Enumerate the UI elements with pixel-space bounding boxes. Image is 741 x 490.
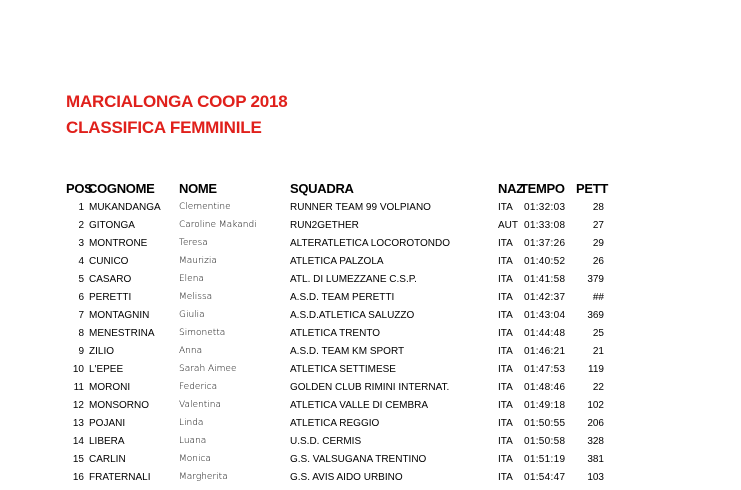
row-nome: Luana (179, 436, 207, 446)
row-squadra: G.S. AVIS AIDO URBINO (290, 472, 403, 483)
table-row (0, 238, 741, 256)
row-naz: ITA (498, 436, 513, 447)
row-pett: 328 (587, 436, 604, 447)
row-squadra: ALTERATLETICA LOCOROTONDO (290, 238, 451, 249)
row-nome: Caroline Makandi (179, 220, 257, 230)
page-subtitle: CLASSIFICA FEMMINILE (66, 118, 262, 137)
row-cognome: GITONGA (89, 220, 135, 231)
row-pos: 3 (78, 238, 84, 249)
table-row (0, 436, 741, 454)
row-squadra: ATLETICA SETTIMESE (290, 364, 396, 375)
row-pett: 381 (587, 454, 604, 465)
row-pett: 26 (592, 256, 604, 267)
row-pos: 13 (72, 418, 84, 429)
row-nome: Teresa (179, 238, 208, 248)
row-tempo: 01:43:04 (524, 310, 566, 321)
row-pos: 5 (78, 274, 84, 285)
row-naz: ITA (498, 382, 513, 393)
row-naz: ITA (498, 418, 513, 429)
table-row (0, 256, 741, 274)
row-tempo: 01:37:26 (524, 238, 566, 249)
row-cognome: MUKANDANGA (89, 202, 161, 213)
row-pos: 7 (78, 310, 84, 321)
row-nome: Giulia (179, 310, 205, 320)
row-squadra: ATLETICA REGGIO (290, 418, 380, 429)
row-nome: Melissa (179, 292, 213, 302)
row-pos: 15 (72, 454, 84, 465)
row-pos: 11 (73, 382, 84, 393)
header-cognome: COGNOME (88, 181, 155, 196)
row-squadra: U.S.D. CERMIS (290, 436, 362, 447)
table-row (0, 418, 741, 436)
table-row (0, 274, 741, 292)
row-squadra: A.S.D. TEAM KM SPORT (290, 346, 405, 357)
row-pos: 8 (78, 328, 84, 339)
row-tempo: 01:50:55 (524, 418, 566, 429)
row-nome: Linda (179, 418, 204, 428)
row-cognome: ZILIO (89, 346, 115, 357)
row-cognome: MONSORNO (89, 400, 149, 411)
row-naz: ITA (498, 364, 513, 375)
row-cognome: CASARO (89, 274, 132, 285)
row-cognome: CARLIN (89, 454, 126, 465)
row-squadra: RUNNER TEAM 99 VOLPIANO (290, 202, 431, 213)
row-naz: ITA (498, 292, 513, 303)
row-tempo: 01:32:03 (524, 202, 566, 213)
row-cognome: L'EPEE (89, 364, 124, 375)
row-nome: Margherita (179, 472, 228, 482)
row-pos: 12 (72, 400, 84, 411)
row-nome: Elena (179, 274, 204, 284)
row-tempo: 01:51:19 (524, 454, 566, 465)
row-nome: Monica (179, 454, 211, 464)
table-row (0, 400, 741, 418)
row-pett: 206 (587, 418, 604, 429)
row-tempo: 01:40:52 (524, 256, 566, 267)
header-pos: POS (66, 181, 93, 196)
row-tempo: 01:33:08 (524, 220, 566, 231)
row-cognome: POJANI (89, 418, 126, 429)
row-naz: AUT (498, 220, 518, 231)
row-cognome: MORONI (89, 382, 131, 393)
table-row (0, 382, 741, 400)
row-pos: 2 (78, 220, 84, 231)
header-pett: PETT (576, 181, 609, 196)
table-row (0, 364, 741, 382)
row-pett: 103 (587, 472, 604, 483)
row-pos: 4 (78, 256, 84, 267)
row-squadra: ATLETICA TRENTO (290, 328, 381, 339)
row-squadra: G.S. VALSUGANA TRENTINO (290, 454, 427, 465)
header-nome: NOME (179, 181, 217, 196)
row-naz: ITA (498, 472, 513, 483)
row-tempo: 01:54:47 (524, 472, 566, 483)
table-row (0, 202, 741, 220)
row-nome: Simonetta (179, 328, 226, 338)
header-tempo: TEMPO (520, 181, 565, 196)
row-pett: 22 (592, 382, 604, 393)
row-nome: Sarah Aimee (179, 364, 237, 374)
row-pett: 29 (592, 238, 604, 249)
row-cognome: PERETTI (89, 292, 132, 303)
header-squadra: SQUADRA (290, 181, 354, 196)
row-tempo: 01:44:48 (524, 328, 566, 339)
row-nome: Maurizia (179, 256, 217, 266)
table-row (0, 220, 741, 238)
row-cognome: MONTRONE (89, 238, 148, 249)
row-tempo: 01:50:58 (524, 436, 566, 447)
row-naz: ITA (498, 328, 513, 339)
row-pett: 25 (592, 328, 604, 339)
table-row (0, 328, 741, 346)
header-naz: NAZ (498, 181, 524, 196)
row-nome: Clementine (179, 202, 231, 212)
table-row (0, 292, 741, 310)
row-naz: ITA (498, 400, 513, 411)
row-cognome: MENESTRINA (89, 328, 155, 339)
row-nome: Valentina (179, 400, 221, 410)
table-row (0, 454, 741, 472)
row-pett: 379 (587, 274, 604, 285)
row-tempo: 01:47:53 (524, 364, 566, 375)
row-naz: ITA (498, 346, 513, 357)
row-naz: ITA (498, 202, 513, 213)
row-naz: ITA (498, 238, 513, 249)
row-cognome: CUNICO (89, 256, 129, 267)
row-pos: 6 (78, 292, 84, 303)
row-naz: ITA (498, 454, 513, 465)
row-nome: Federica (179, 382, 218, 392)
row-squadra: GOLDEN CLUB RIMINI INTERNAT. (290, 382, 450, 393)
row-nome: Anna (179, 346, 203, 356)
row-tempo: 01:42:37 (524, 292, 566, 303)
row-cognome: MONTAGNIN (89, 310, 150, 321)
row-squadra: A.S.D.ATLETICA SALUZZO (290, 310, 415, 321)
row-pos: 16 (72, 472, 84, 483)
row-cognome: LIBERA (89, 436, 125, 447)
row-cognome: FRATERNALI (89, 472, 151, 483)
row-pos: 10 (72, 364, 84, 375)
table-row (0, 346, 741, 364)
row-squadra: RUN2GETHER (290, 220, 359, 231)
row-squadra: A.S.D. TEAM PERETTI (290, 292, 395, 303)
row-pett: 119 (588, 364, 604, 375)
row-pos: 1 (78, 202, 84, 213)
row-tempo: 01:46:21 (524, 346, 566, 357)
row-pett: 102 (587, 400, 604, 411)
row-squadra: ATL. DI LUMEZZANE C.S.P. (290, 274, 417, 285)
row-pett: 28 (592, 202, 604, 213)
page-title: MARCIALONGA COOP 2018 (66, 92, 288, 111)
row-tempo: 01:41:58 (524, 274, 566, 285)
row-squadra: ATLETICA PALZOLA (290, 256, 384, 267)
row-pos: 9 (78, 346, 84, 357)
row-pett: 369 (587, 310, 604, 321)
row-squadra: ATLETICA VALLE DI CEMBRA (290, 400, 429, 411)
row-pett: ## (592, 292, 604, 303)
row-pett: 21 (592, 346, 604, 357)
row-tempo: 01:49:18 (524, 400, 566, 411)
table-row (0, 472, 741, 490)
row-naz: ITA (498, 256, 513, 267)
row-pett: 27 (592, 220, 604, 231)
row-pos: 14 (72, 436, 84, 447)
row-naz: ITA (498, 310, 513, 321)
row-tempo: 01:48:46 (524, 382, 566, 393)
table-row (0, 310, 741, 328)
row-naz: ITA (498, 274, 513, 285)
